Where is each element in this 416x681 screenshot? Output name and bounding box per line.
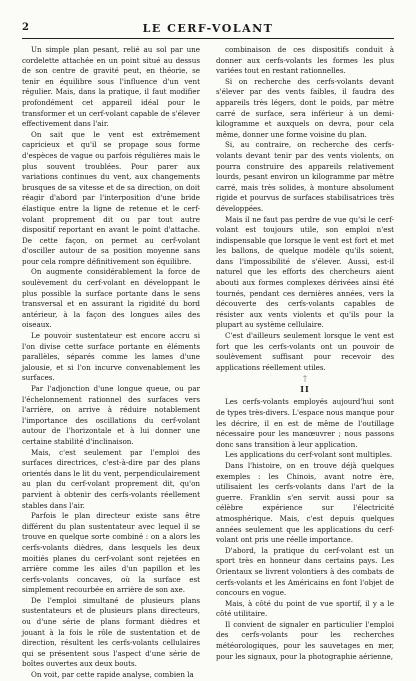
page-header [22, 22, 394, 39]
right-column [216, 45, 394, 661]
paragraph: On voit, par cette rapide analyse, combien la [31, 670, 194, 680]
paragraph: Parfois le plan directeur existe sans être différent du plan sustentateur avec lequel il se trouve en quelque sorte combiné : on a alors les cerfs-volants dièdres, dans lesquels les deux moitiés planes du cerf-volant sont rejetées en arrière comme les ailes d'un papillon et les cerfs-volants concaves, où la surface est simplement recourbée en arrière de son axe. [22, 511, 200, 595]
paragraph: Mais, à côté du point de vue sportif, il y a le côté utilitaire. [216, 598, 394, 619]
paragraph: Si, au contraire, on recherche des cerfs-volants devant tenir par des vents violents, on pourra construire des appareils relativement lourds, pesant environ un kilogramme par mètre carré, mais très solides, à monture absolument rigide et pourvus de surfaces stabilisatrices très développées. [216, 140, 394, 213]
paragraph: On sait que le vent est extrêmement capricieux et qu'il se propage sous forme d'espèces de vague ou parfois régulières mais le plus souvent troublées. Pour parer aux variations continues du vent, aux changements brusques de sa vitesse et de sa direction, on doit réagir d'abord par l'interposition d'une bride élastique entre la ligne de retenue et le cerf-volant proprement dit ou par tout autre dispositif reportant en avant le point d'attache. De cette façon, on permet au cerf-volant d'osciller autour de sa position moyenne sans pour cela rompre définitivement son équilibre. [22, 129, 200, 266]
section-divider-mark: † [303, 374, 307, 384]
running-title: LE CERF-VOLANT [142, 22, 274, 35]
section-heading: II [300, 384, 310, 395]
paragraph: Les cerfs-volants employés aujourd'hui sont de types très-divers. L'espace nous manque pour les décrire, il en est de même de l'outillage nécessaire pour les manœuvrer ; nous passons donc sans transition à leur application. [216, 397, 394, 449]
page-number: 2 [22, 22, 29, 33]
paragraph: combinaison de ces dispositifs conduit à donner aux cerfs-volants les formes les plus variées tout en restant rationnelles. [216, 45, 394, 76]
paragraph: Un simple plan pesant, relié au sol par une cordelette attachée en un point situé au dessus de son centre de gravité peut, en théorie, se tenir en équilibre sous l'influence d'un vent régulier. Mais, dans la pratique, il faut modifier profondément cet appareil idéal pour le transformer et un cerf-volant capable de s'élever effectivement dans l'air. [22, 45, 200, 129]
paragraph: Si on recherche des cerfs-volants devant s'élever par des vents faibles, il faudra des appareils très légers, dont le poids, par mètre carré de surface, sera inférieur à un demi-kilogramme et auxquels on devra, pour cela même, donner une forme voisine du plan. [216, 76, 394, 139]
paragraph: Mais, c'est seulement par l'emploi des surfaces directrices, c'est-à-dire par des plans orientés dans le lit du vent, perpendiculairement au plan du cerf-volant proprement dit, qu'on parvient à obtenir des cerfs-volants réellement stables dans l'air. [22, 447, 200, 510]
left-column [22, 45, 200, 680]
paragraph: Par l'adjonction d'une longue queue, ou par l'échelonnement rationnel des surfaces vers l'arrière, on arrive à réduire notablement l'importance des oscillations du cerf-volant autour de l'horizontale et à lui donner une certaine stabilité d'inclinaison. [22, 384, 200, 446]
paragraph: Le pouvoir sustentateur est encore accru si l'on divise cette surface portante en éléments parallèles, séparés comme les lames d'une jalousie, et si l'on incurve convenablement les surfaces. [22, 331, 200, 383]
paragraph: Mais il ne faut pas perdre de vue qu'si le cerf-volant est toujours utile, son emploi n'est indispensable que lorsque le vent est fort et met les ballons, de quelque modèle qu'ils soient, dans l'impossibilité de s'élever. Aussi, est-il naturel que les efforts des chercheurs aient abouti aux formes complexes dérivées ainsi été tournés, pendant ces dernières années, vers la découverte des cerfs-volants capables de résister aux vents violents et qu'ils pour la plupart au système cellulaire. [216, 214, 394, 330]
paragraph: Il convient de signaler en particulier l'emploi des cerfs-volants pour les recherches météorologiques, pour les sauvetages en mer, pour les signaux, pour la photographie aérienne, [216, 619, 394, 661]
paragraph: D'abord, la pratique du cerf-volant est un sport très en honneur dans certains pays. Les Orientaux se livrent volontiers à des combats de cerfs-volants et les Américains en font l'objet de concours en vogue. [216, 545, 394, 598]
paragraph: C'est d'ailleurs seulement lorsque le vent est fort que les cerfs-volants ont un pouvoir de soulèvement suffisant pour recevoir des applications réellement utiles. [216, 331, 394, 372]
paragraph: De l'emploi simultané de plusieurs plans sustentateurs et de plusieurs plans directeurs, ou d'une série de plans formant dièdres et jouant à la fois le rôle de sustentation et de direction, résultent les cerfs-volants cellulaires qui se présentent sous l'aspect d'une série de boîtes ouvertes aux deux bouts. [22, 595, 200, 669]
paragraph: On augmente considérablement la force de soulèvement du cerf-volant en développant le plus possible la surface portante dans le sens transversal et en assurant la rigidité du bord antérieur, à la façon des longues ailes des oiseaux. [22, 267, 200, 330]
paragraph: Les applications du cerf-volant sont multiples. [225, 450, 393, 460]
paragraph: Dans l'histoire, on en trouve déjà quelques exemples : les Chinois, avant notre ère, utilisaient les cerfs-volants dans l'art de la guerre. Franklin s'en servit aussi pour sa célèbre expérience sur l'électricité atmosphérique. Mais, c'est depuis quelques années seulement que les applications du cerf-volant ont pris une réelle importance. [216, 460, 394, 545]
